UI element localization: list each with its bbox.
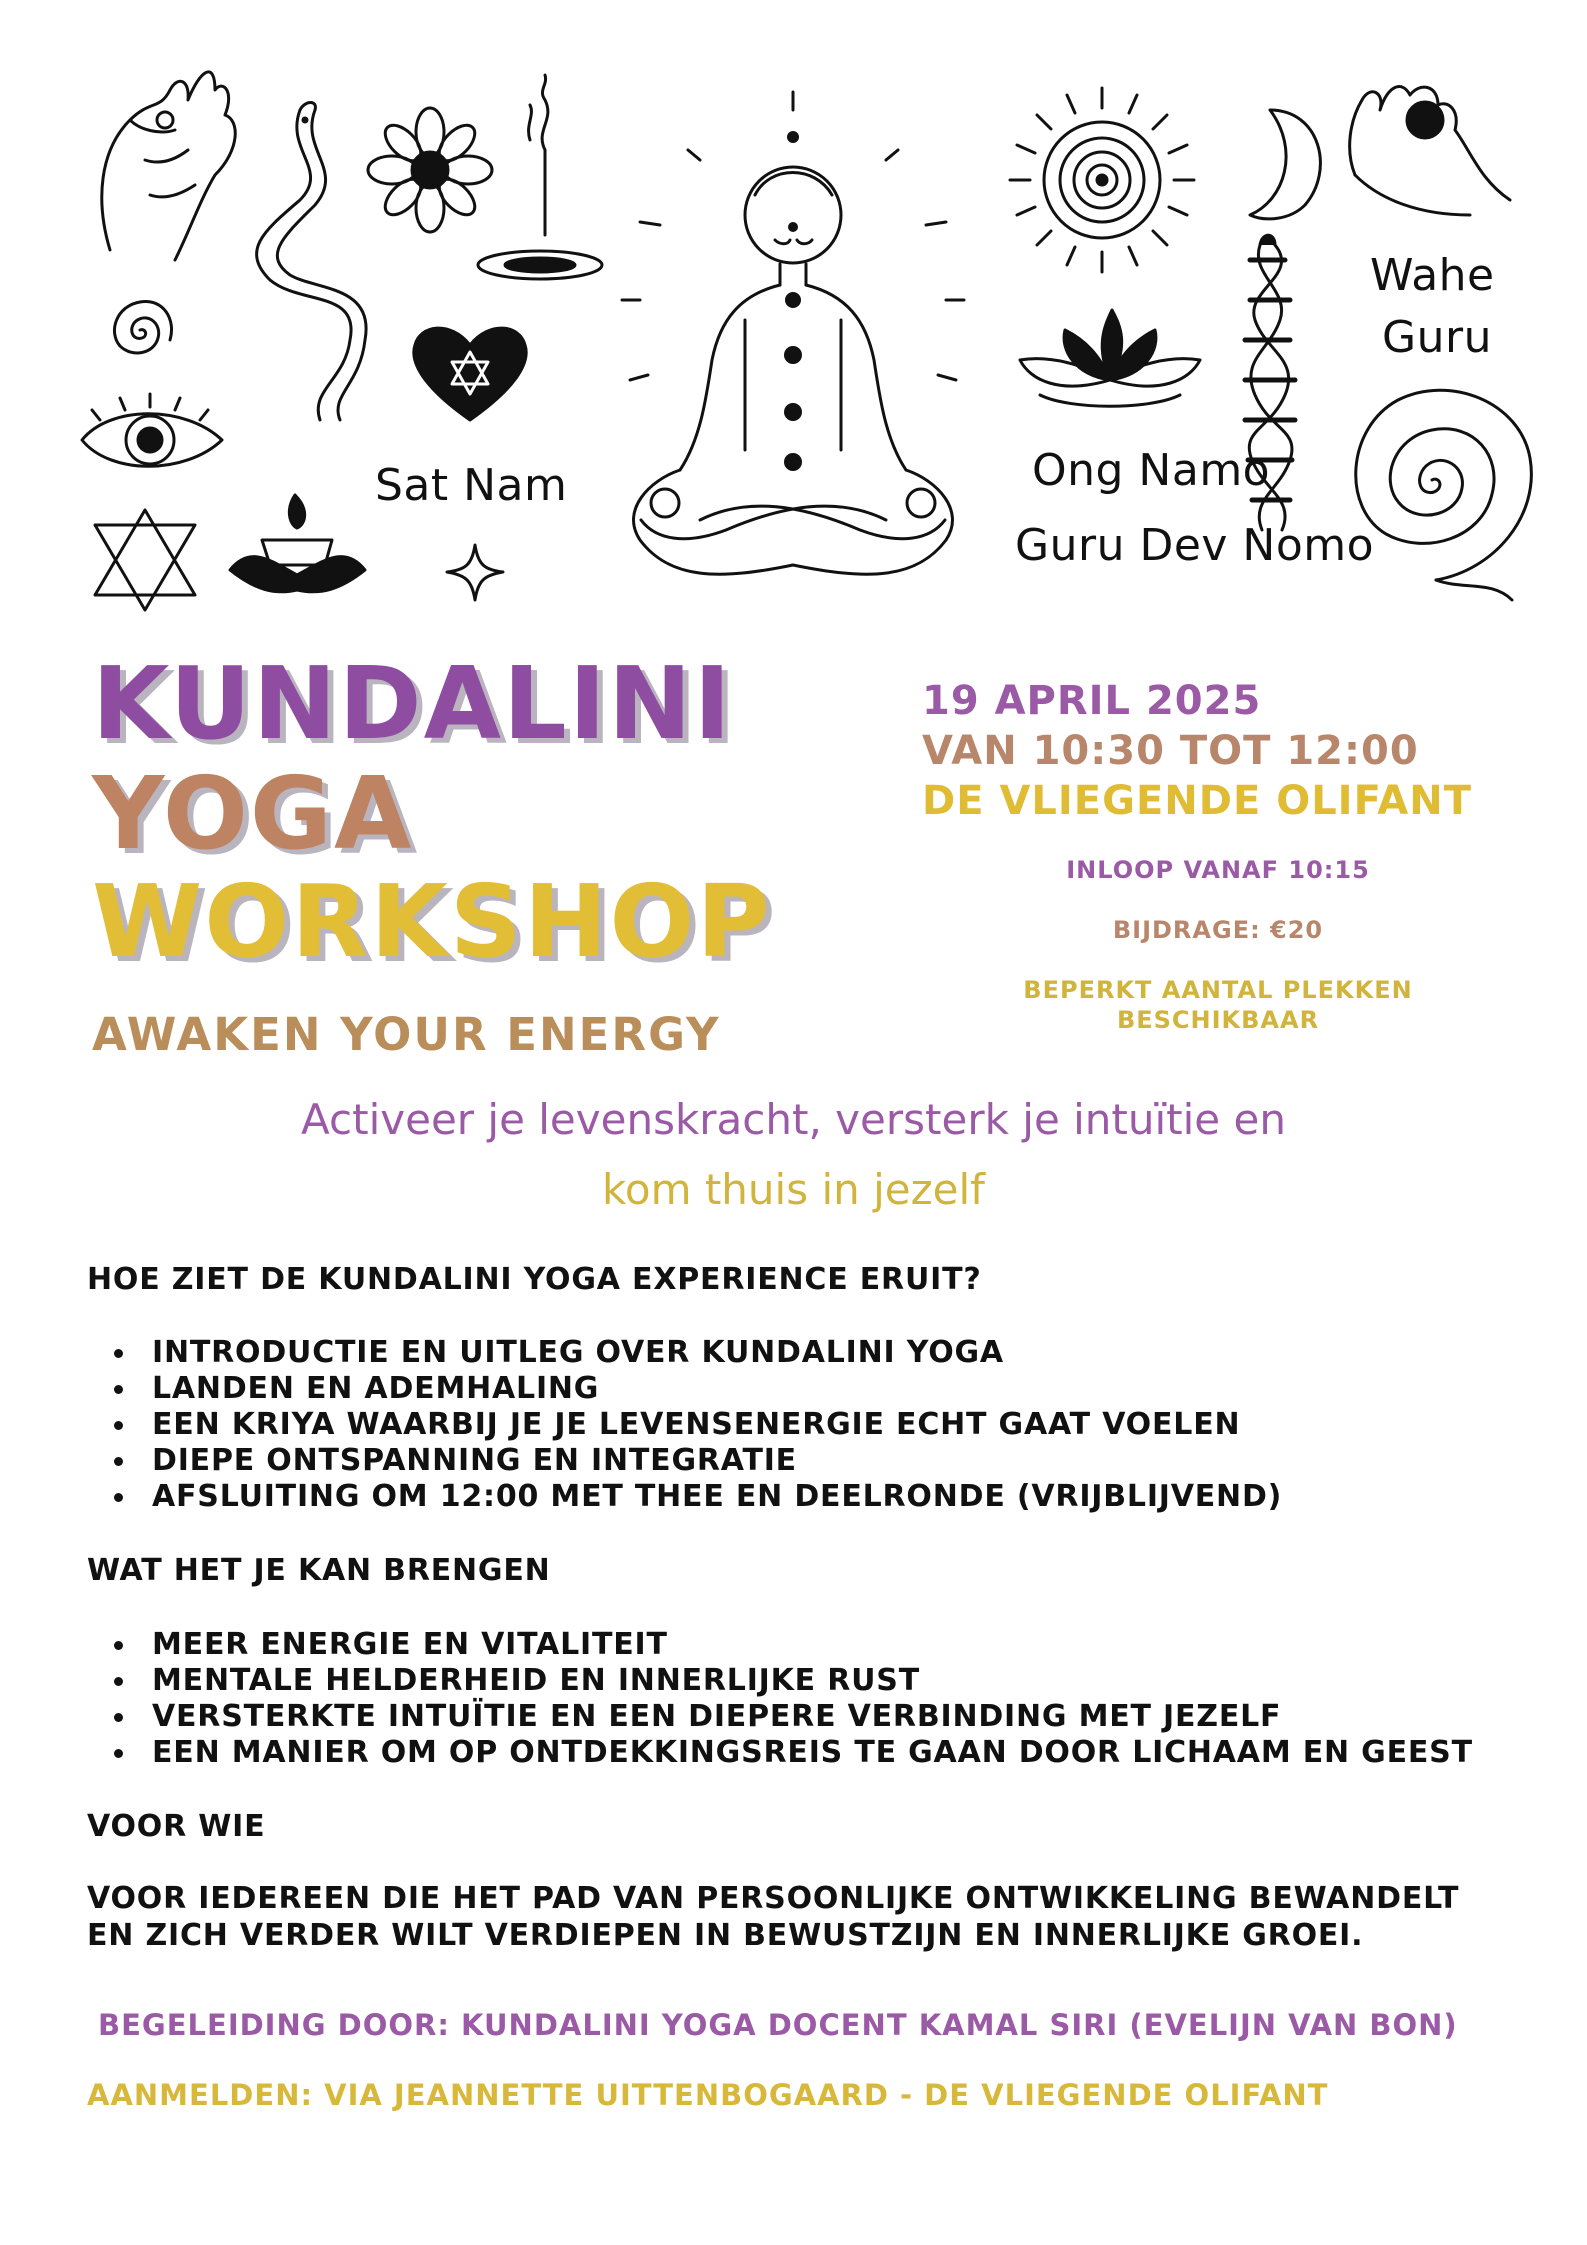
list-item: LANDEN EN ADEMHALING [108,1371,1282,1407]
star-of-david-icon [95,510,195,610]
list-item: AFSLUITING OM 12:00 MET THEE EN DEELRONDE (VRIJBLIJVEND) [108,1479,1282,1515]
list-item: EEN KRIYA WAARBIJ JE JE LEVENSENERGIE ECHT GAAT VOELEN [108,1407,1282,1443]
bullet-icon [114,1641,123,1650]
large-spiral-icon [1356,390,1532,600]
event-venue: DE VLIEGENDE OLIFANT [922,778,1473,824]
lotus-flower-icon [368,108,492,232]
heart-star-icon [414,328,526,420]
subtitle: AWAKEN YOUR ENERGY [92,1008,721,1061]
benefits-list [108,1627,1473,1771]
limited-places-line-2: BESCHIKBAAR [1116,1006,1320,1034]
event-date: 19 APRIL 2025 [922,678,1262,724]
sparkle-icon [447,545,503,600]
list-item: INTRODUCTIE EN UITLEG OVER KUNDALINI YOGA [108,1335,1282,1371]
audience-text: VOOR IEDEREEN DIE HET PAD VAN PERSOONLIJKE ONTWIKKELING BEWANDELT EN ZICH VERDER WILT VERDIEPEN IN BEWUSTZIJN EN INNERLIJKE GROEI. [87,1881,1460,1953]
bullet-icon [114,1421,123,1430]
lotus-icon [1020,310,1200,406]
audience-heading: VOOR WIE [87,1809,266,1844]
crescent-moon-icon [1250,110,1320,219]
bullet-icon [114,1457,123,1466]
signup-line: AANMELDEN: VIA JEANNETTE UITTENBOGAARD - DE VLIEGENDE OLIFANT [87,2078,1329,2112]
mudra-hand-icon [102,72,235,260]
meditating-figure-icon [622,92,964,574]
sun-icon [1010,88,1194,272]
event-time: VAN 10:30 TOT 12:00 [922,728,1419,774]
headline-line-1: KUNDALINI [92,645,733,762]
list-item: DIEPE ONTSPANNING EN INTEGRATIE [108,1443,1282,1479]
spiral-icon [114,302,171,353]
headline-line-2: YOGA [92,755,414,872]
bullet-icon [114,1493,123,1502]
guru-label: Guru [1382,312,1492,363]
eye-icon [82,394,222,466]
headline-line-3: WORKSHOP [92,863,772,980]
candle-lotus-icon [230,495,365,592]
tagline-line-1: Activeer je levenskracht, versterk je intuïtie en [301,1095,1286,1144]
benefits-heading: WAT HET JE KAN BRENGEN [87,1553,551,1588]
illustration-band [0,0,1587,640]
tagline-line-2: kom thuis in jezelf [602,1165,985,1214]
experience-list [108,1335,1282,1515]
bullet-icon [114,1349,123,1358]
guidance-line: BEGELEIDING DOOR: KUNDALINI YOGA DOCENT KAMAL SIRI (EVELIJN VAN BON) [98,2008,1458,2042]
list-item: VERSTERKTE INTUÏTIE EN EEN DIEPERE VERBINDING MET JEZELF [108,1699,1473,1735]
limited-places-note [958,975,1478,1035]
mudra-hand-right-icon [1350,87,1510,215]
experience-heading: HOE ZIET DE KUNDALINI YOGA EXPERIENCE ERUIT? [87,1262,982,1297]
wahe-label: Wahe [1370,250,1495,301]
bullet-icon [114,1385,123,1394]
snake-icon [257,103,366,421]
walk-in-time: INLOOP VANAF 10:15 [1066,856,1370,884]
bullet-icon [114,1713,123,1722]
limited-places-line-1: BEPERKT AANTAL PLEKKEN [1023,976,1413,1004]
contribution-price: BIJDRAGE: €20 [1112,916,1324,944]
list-item: MENTALE HELDERHEID EN INNERLIJKE RUST [108,1663,1473,1699]
list-item: MEER ENERGIE EN VITALITEIT [108,1627,1473,1663]
incense-icon [478,75,602,279]
guru-dev-namo-label: Guru Dev Nomo [1015,520,1375,571]
bullet-icon [114,1677,123,1686]
bullet-icon [114,1749,123,1758]
list-item: EEN MANIER OM OP ONTDEKKINGSREIS TE GAAN DOOR LICHAAM EN GEEST [108,1735,1473,1771]
ong-namo-label: Ong Namo [1032,445,1271,496]
sat-nam-label: Sat Nam [375,460,568,511]
